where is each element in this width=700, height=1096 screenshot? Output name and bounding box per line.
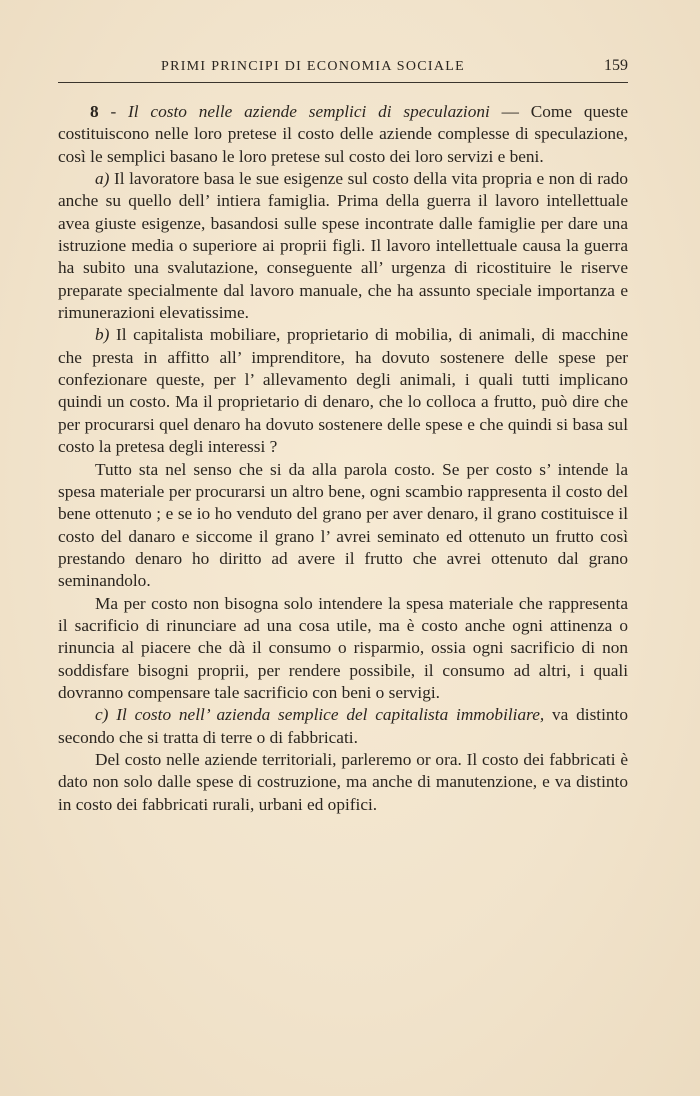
paragraph-del: Del costo nelle aziende territoriali, parleremo or ora. Il costo dei fabbricati è dato non solo dalle spese di costruzione, ma anche di manutenzione, e va distinto in costo dei fabbricati rurali, urbani ed opifici. [58,749,628,814]
running-title: PRIMI PRINCIPI DI ECONOMIA SOCIALE [161,59,465,74]
section-number: 8 [90,102,99,121]
paragraph-b [58,324,628,458]
page-number: 159 [604,57,628,74]
paragraph-c-label: c) Il costo nell’ azienda semplice del capitalista immobiliare, [95,705,545,725]
section-paragraph [58,101,628,168]
paragraph-a-text: Il lavoratore basa le sue esigenze sul costo della vita propria e non di rado anche su quello dell’ intiera famiglia. Prima della guerra il lavoro intellettuale avea giuste esigenze, basandosi sulle spese incontrate dalle famiglie per dare una istruzione media o superiore ai proprii figli. Il lavoro intellettuale causa la guerra ha subito una svalutazione, conseguente all’ urgenza di ricostituire le riserve preparate specialmente dal lavoro manuale, che ha assunto speciale importanza e rimunerazioni elevatissime. [58,169,628,323]
paragraph-c [58,704,628,749]
paragraph-c-text: va distinto secondo che si tratta di terre o di fabbricati. [58,705,628,747]
header-rule [58,82,628,83]
paragraph-ma: Ma per costo non bisogna solo intendere la spesa materiale che rappresenta il sacrificio di rinunciare ad una cosa utile, ma è costo anche ogni attinenza o rinuncia al piacere che dà il consumo o risparmio, ossia ogni sacrificio di non soddisfare bisogni proprii, per rendere possibile, il consumo ad altri, i quali dovranno compensare tale sacrificio con beni o servigi. [58,593,628,702]
paragraph-b-label: b) [95,325,110,345]
section-title: Il costo nelle aziende semplici di speculazioni [128,102,490,121]
section-dash: - [98,102,129,121]
paragraph-a [58,168,628,324]
paragraph-a-label: a) [95,169,110,189]
body-text [58,101,628,816]
running-header [58,57,628,81]
section-intro: — Come queste costituiscono nelle loro pretese il costo delle aziende complesse di speculazione, così le semplici basano le loro pretese sul costo dei loro servizi e beni. [58,102,629,166]
paragraph-b-text: Il capitalista mobiliare, proprietario di mobilia, di animali, di macchine che presta in affitto all’ imprenditore, ha dovuto sostenere delle spese per confezionare queste, per l’ allevamento degli animali, i quali tutti implicano quindi un costo. Ma il proprietario di denaro, che lo colloca a frutto, può dire che per procurarsi quel denaro ha dovuto sostenere delle spese e che quindi si basa sul costo la pretesa degli interessi ? [58,325,628,457]
paragraph-tutto: Tutto sta nel senso che si da alla parola costo. Se per costo s’ intende la spesa materiale per procurarsi un altro bene, ogni scambio rappresenta il costo del bene ottenuto ; e se io ho venduto del grano per aver denaro, il grano costituisce il costo del danaro e siccome il grano l’ avrei seminato ed ottenuto un frutto così prestando denaro ho diritto ad avere il frutto che avrei ottenuto dal grano seminandolo. [58,459,628,591]
